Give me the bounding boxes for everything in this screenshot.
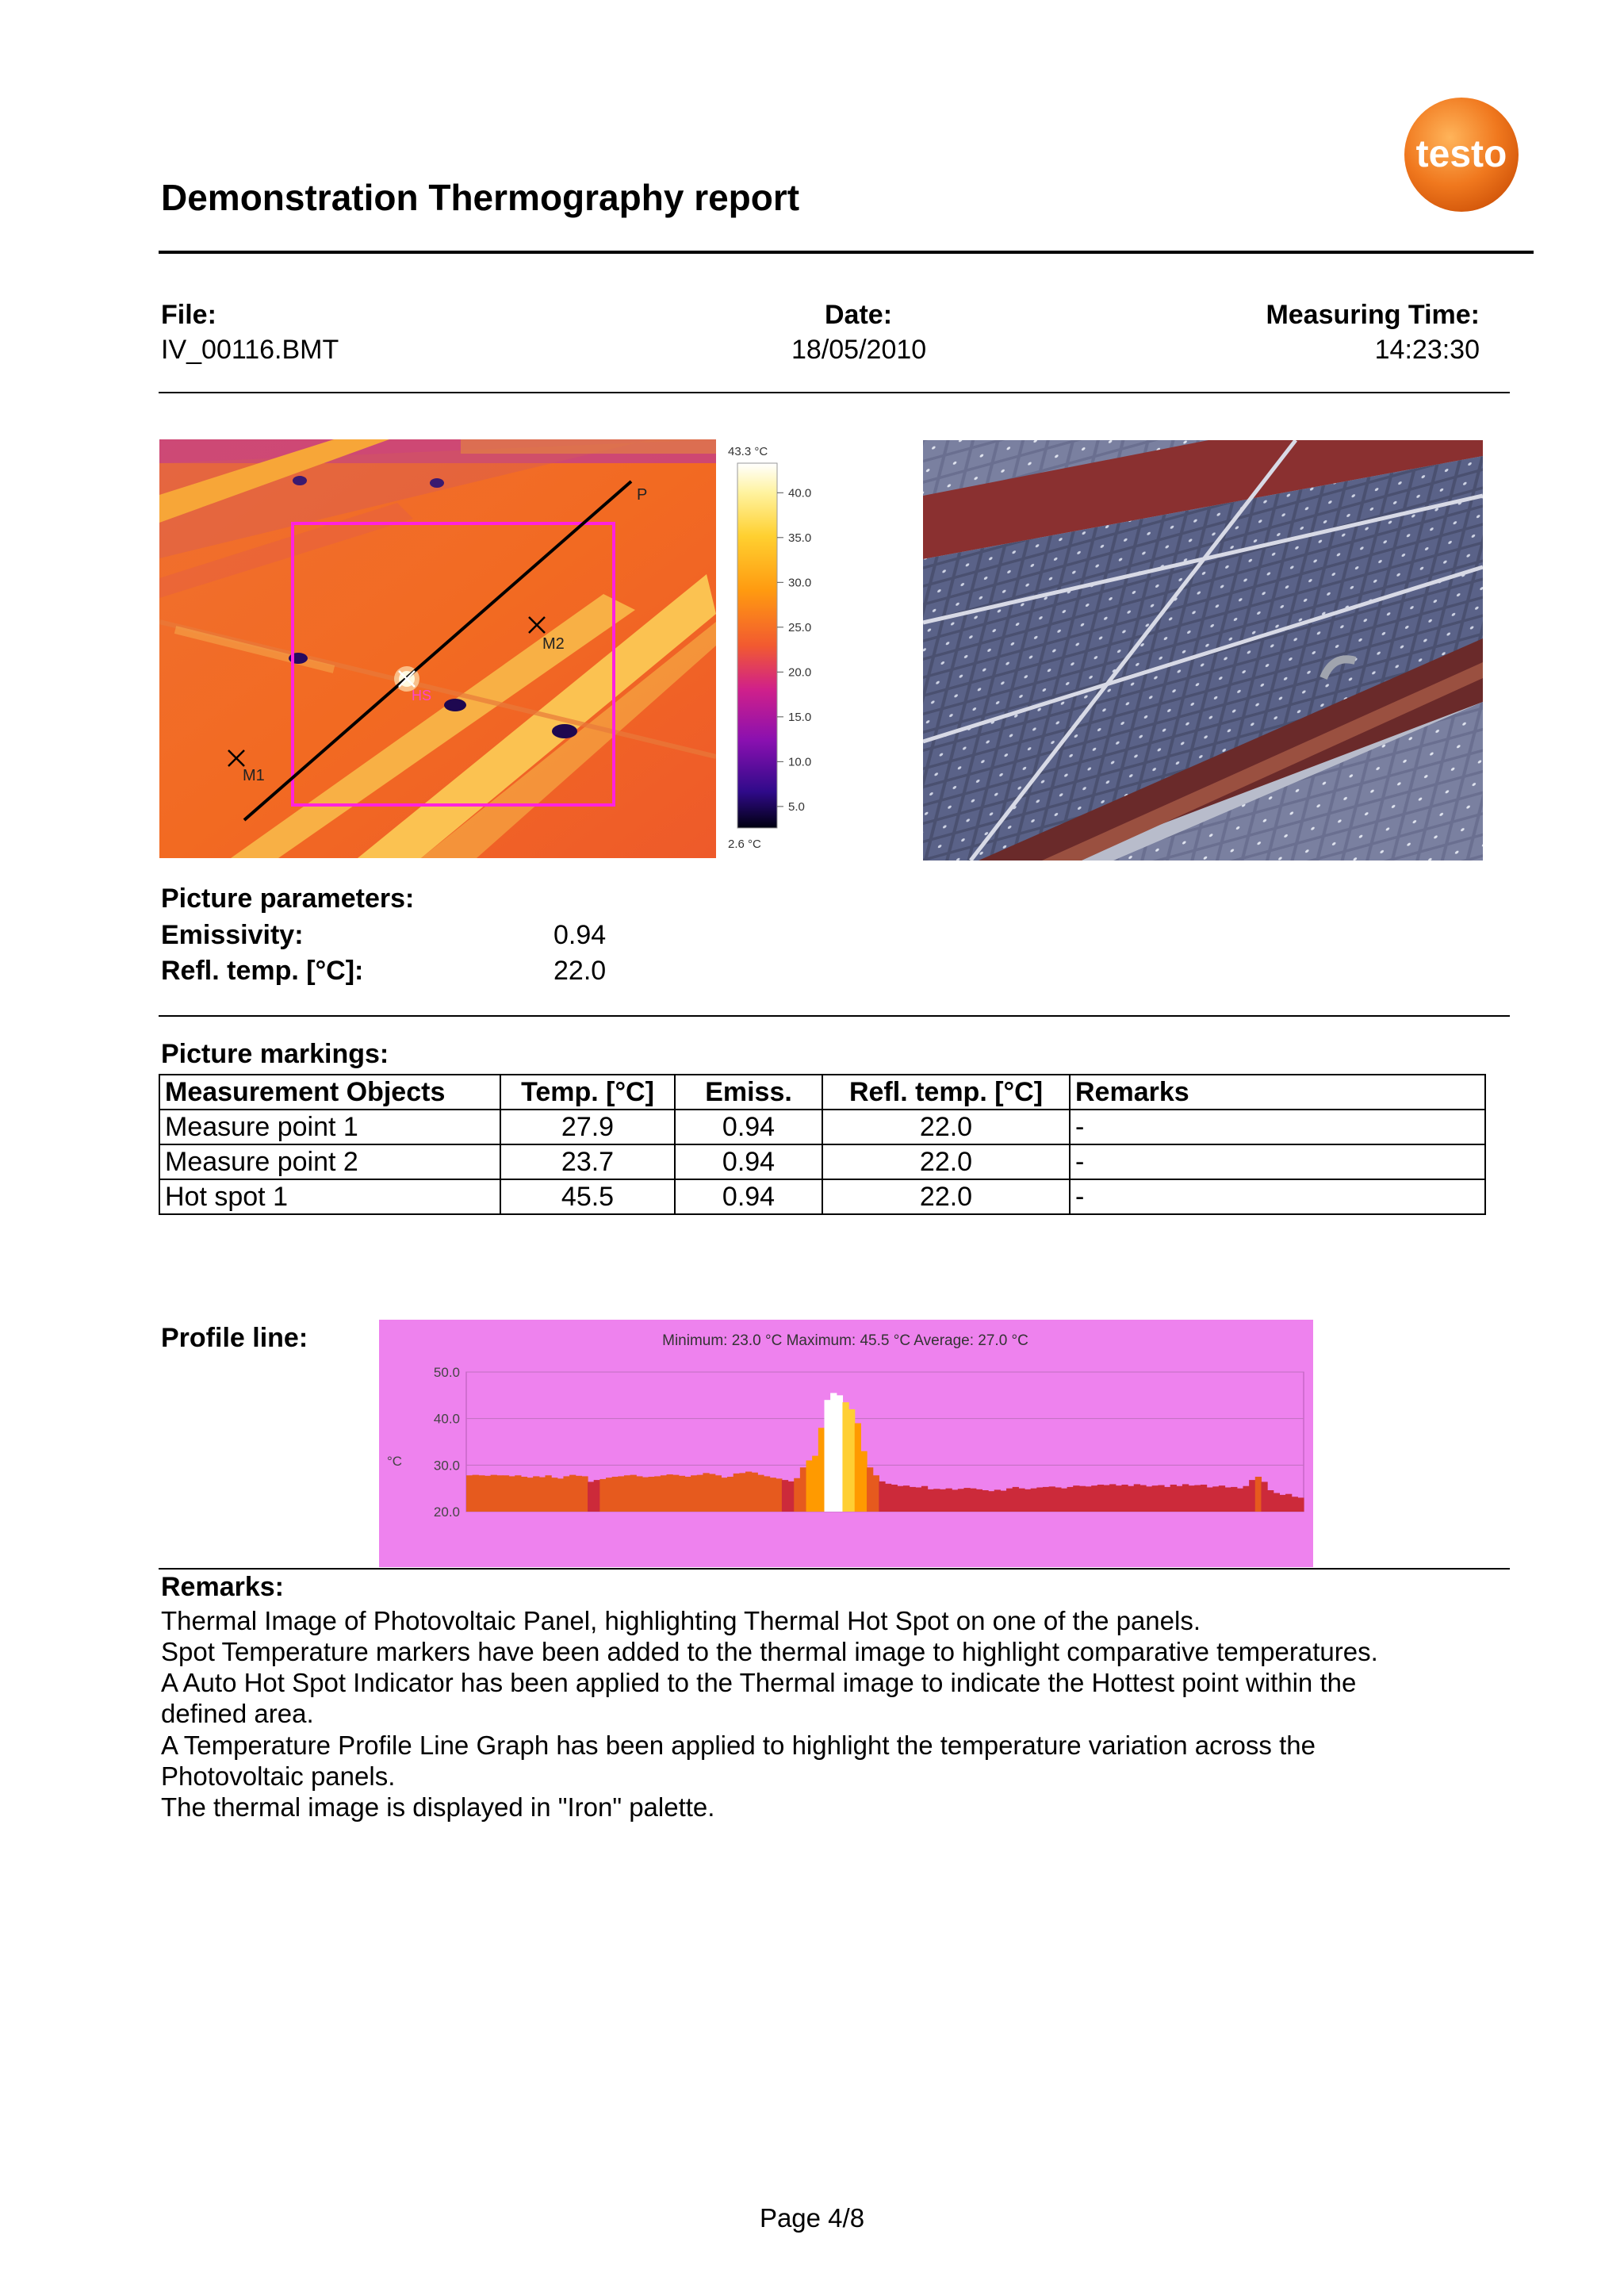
- profile-bar: [1189, 1485, 1195, 1512]
- date-label: Date:: [825, 300, 893, 330]
- profile-bar: [1285, 1494, 1292, 1512]
- profile-bar: [739, 1473, 745, 1512]
- testo-logo: [1386, 79, 1537, 230]
- profile-bar: [952, 1489, 958, 1512]
- profile-bar: [1103, 1485, 1109, 1512]
- cell-refl-temp: 22.0: [822, 1110, 1070, 1144]
- remarks-line: Thermal Image of Photovoltaic Panel, highlighting Thermal Hot Spot on one of the panels.: [161, 1606, 1201, 1635]
- profile-bar: [1249, 1480, 1255, 1512]
- profile-bar: [1207, 1487, 1213, 1512]
- picture-markings-heading: Picture markings:: [161, 1039, 389, 1069]
- scale-tick-label: 35.0: [788, 531, 812, 545]
- profile-bar: [1079, 1486, 1086, 1512]
- profile-bar: [563, 1476, 569, 1512]
- profile-bar: [466, 1475, 473, 1512]
- profile-bar: [1243, 1486, 1249, 1512]
- profile-bar: [860, 1451, 867, 1512]
- params-divider: [159, 1015, 1510, 1017]
- col-temp: Temp. [°C]: [500, 1075, 675, 1110]
- profile-bar: [842, 1402, 848, 1512]
- profile-bar: [910, 1487, 916, 1512]
- profile-bar: [581, 1476, 588, 1512]
- profile-bar: [1073, 1485, 1079, 1512]
- profile-bar: [757, 1475, 764, 1512]
- markings-table: [159, 1074, 1486, 1215]
- profile-bar: [1255, 1477, 1262, 1512]
- remarks-line: Photovoltaic panels.: [161, 1761, 396, 1791]
- profile-bar: [599, 1479, 606, 1512]
- profile-bar: [533, 1476, 539, 1512]
- col-remarks: Remarks: [1070, 1075, 1485, 1110]
- profile-bar: [1219, 1485, 1225, 1512]
- profile-bar: [1128, 1486, 1134, 1512]
- profile-bar: [691, 1475, 697, 1512]
- profile-line-heading: Profile line:: [161, 1323, 308, 1353]
- col-emiss: Emiss.: [675, 1075, 822, 1110]
- profile-bar: [1231, 1487, 1237, 1512]
- remarks-heading: Remarks:: [161, 1572, 284, 1602]
- profile-bar: [1091, 1485, 1097, 1512]
- profile-bar: [1146, 1486, 1152, 1512]
- header-divider: [159, 392, 1510, 393]
- profile-bar: [897, 1486, 903, 1512]
- emissivity-value: 0.94: [553, 920, 607, 950]
- measuring-time-label: Measuring Time:: [1266, 300, 1480, 330]
- profile-bar: [776, 1478, 782, 1512]
- col-refl-temp: Refl. temp. [°C]: [822, 1075, 1070, 1110]
- cell-emiss: 0.94: [675, 1110, 822, 1144]
- visual-photo: [923, 440, 1483, 861]
- profile-bar: [1182, 1484, 1189, 1512]
- profile-bar: [830, 1393, 837, 1512]
- profile-bar: [921, 1486, 928, 1512]
- profile-bar: [509, 1476, 515, 1512]
- profile-bar: [752, 1473, 758, 1512]
- profile-bar: [661, 1475, 667, 1512]
- profile-line-chart: [379, 1320, 1313, 1567]
- profile-bar: [1049, 1486, 1055, 1512]
- profile-bar: [1274, 1493, 1280, 1512]
- profile-bar: [1134, 1484, 1140, 1512]
- profile-bar: [800, 1467, 806, 1512]
- profile-bar: [733, 1474, 740, 1512]
- remarks-line: Spot Temperature markers have been added to the thermal image to highlight comparative temperatures.: [161, 1637, 1378, 1666]
- profile-bar: [576, 1476, 582, 1512]
- scale-tick-label: 40.0: [788, 486, 812, 500]
- profile-bar: [1158, 1485, 1164, 1512]
- title-divider: [159, 251, 1534, 254]
- scale-tick-label: 30.0: [788, 576, 812, 590]
- profile-bar: [988, 1491, 994, 1512]
- profile-bar: [946, 1489, 952, 1512]
- page-title: Demonstration Thermography report: [161, 177, 800, 218]
- profile-stats: Minimum: 23.0 °C Maximum: 45.5 °C Average: 27.0 °C: [662, 1332, 1028, 1349]
- profile-bar: [903, 1485, 910, 1512]
- profile-bar: [1018, 1489, 1025, 1512]
- profile-y-tick-label: 50.0: [433, 1365, 460, 1380]
- cell-temp: 45.5: [500, 1179, 675, 1214]
- profile-bar: [1170, 1485, 1177, 1512]
- cell-object: Measure point 2: [159, 1144, 500, 1179]
- profile-bar: [982, 1490, 988, 1512]
- table-row: [159, 1144, 1485, 1179]
- profile-bar: [970, 1489, 976, 1512]
- profile-bar: [1013, 1487, 1019, 1512]
- profile-bar: [569, 1475, 576, 1512]
- profile-bar: [879, 1481, 885, 1512]
- cell-refl-temp: 22.0: [822, 1179, 1070, 1214]
- profile-bar: [1043, 1487, 1049, 1512]
- profile-bar: [1139, 1485, 1146, 1512]
- profile-line-label: P: [637, 486, 648, 504]
- scale-min-label: 2.6 °C: [728, 838, 761, 851]
- profile-bar: [940, 1489, 946, 1512]
- remarks-line: defined area.: [161, 1699, 314, 1728]
- profile-bar: [672, 1475, 679, 1512]
- profile-y-tick-label: 20.0: [433, 1504, 460, 1520]
- profile-bar: [496, 1475, 503, 1512]
- refl-temp-value: 22.0: [553, 956, 607, 986]
- remarks-line: The thermal image is displayed in "Iron" palette.: [161, 1792, 715, 1822]
- profile-bar: [837, 1395, 843, 1512]
- marker-m2-label: M2: [542, 635, 565, 653]
- cell-object: Hot spot 1: [159, 1179, 500, 1214]
- profile-bar: [1292, 1497, 1298, 1512]
- profile-bar: [606, 1478, 612, 1512]
- table-header-row: [159, 1075, 1485, 1110]
- profile-bar: [782, 1480, 788, 1512]
- cell-temp: 27.9: [500, 1110, 675, 1144]
- cell-emiss: 0.94: [675, 1179, 822, 1214]
- profile-bar: [1036, 1487, 1043, 1512]
- cell-remarks: -: [1070, 1179, 1485, 1214]
- emissivity-label: Emissivity:: [161, 920, 304, 950]
- profile-bar: [515, 1475, 521, 1512]
- refl-temp-label: Refl. temp. [°C]:: [161, 956, 364, 986]
- profile-bar: [1164, 1487, 1170, 1512]
- profile-bar: [1097, 1485, 1104, 1512]
- profile-bar: [1297, 1497, 1304, 1512]
- profile-bar: [794, 1478, 800, 1512]
- cell-object: Measure point 1: [159, 1110, 500, 1144]
- profile-bar: [551, 1478, 557, 1512]
- profile-bar: [649, 1477, 655, 1512]
- profile-bar: [958, 1489, 964, 1512]
- cell-remarks: -: [1070, 1110, 1485, 1144]
- profile-bar: [855, 1424, 861, 1512]
- profile-bar: [873, 1475, 879, 1512]
- profile-bar: [721, 1478, 727, 1512]
- profile-bar: [891, 1485, 898, 1512]
- profile-bar: [818, 1428, 825, 1512]
- profile-bar: [697, 1475, 703, 1512]
- profile-bar: [1055, 1487, 1061, 1512]
- profile-bar: [679, 1476, 685, 1512]
- date-value: 18/05/2010: [791, 335, 927, 365]
- profile-bar: [928, 1489, 934, 1512]
- profile-bar: [867, 1467, 873, 1512]
- marker-m1-label: M1: [243, 767, 265, 784]
- profile-bar: [915, 1487, 921, 1512]
- profile-bar: [527, 1478, 534, 1512]
- profile-bar: [630, 1475, 637, 1512]
- file-label: File:: [161, 300, 216, 330]
- temperature-color-scale: [722, 439, 848, 860]
- scale-tick-label: 5.0: [788, 799, 805, 814]
- profile-bar: [806, 1460, 813, 1512]
- profile-bar: [788, 1481, 795, 1512]
- scale-tick-label: 20.0: [788, 665, 812, 680]
- profile-bar: [557, 1478, 564, 1512]
- profile-bar: [764, 1476, 770, 1512]
- cell-temp: 23.7: [500, 1144, 675, 1179]
- scale-max-label: 43.3 °C: [728, 445, 768, 458]
- profile-bar: [1279, 1495, 1285, 1512]
- profile-bar: [503, 1475, 509, 1512]
- profile-bar: [885, 1484, 891, 1512]
- scale-tick-label: 15.0: [788, 710, 812, 724]
- cell-refl-temp: 22.0: [822, 1144, 1070, 1179]
- profile-bar: [1152, 1485, 1159, 1512]
- profile-bar: [727, 1477, 733, 1512]
- profile-bar: [684, 1477, 691, 1512]
- picture-parameters-heading: Picture parameters:: [161, 884, 415, 914]
- profile-bar: [1237, 1489, 1243, 1512]
- profile-y-tick-label: 30.0: [433, 1458, 460, 1474]
- file-value: IV_00116.BMT: [161, 335, 339, 365]
- profile-unit: °C: [387, 1454, 403, 1469]
- profile-bar: [1212, 1486, 1219, 1512]
- profile-y-tick-label: 40.0: [433, 1411, 460, 1427]
- profile-bar: [824, 1400, 830, 1512]
- cell-emiss: 0.94: [675, 1144, 822, 1179]
- profile-bar: [473, 1475, 479, 1512]
- profile-bar: [1201, 1485, 1207, 1512]
- profile-bar: [521, 1477, 527, 1512]
- profile-bar: [1225, 1487, 1231, 1512]
- profile-bar: [1194, 1485, 1201, 1512]
- profile-bar: [994, 1489, 1001, 1512]
- thermal-image: [159, 439, 716, 858]
- measuring-time-value: 14:23:30: [1374, 335, 1480, 365]
- profile-bar: [1006, 1489, 1013, 1512]
- profile-bar: [612, 1477, 619, 1512]
- profile-bar: [933, 1489, 940, 1512]
- profile-bar: [745, 1472, 752, 1512]
- profile-bar: [1000, 1491, 1006, 1512]
- profile-bar: [709, 1474, 715, 1512]
- profile-bar: [588, 1481, 594, 1512]
- profile-bar: [1261, 1481, 1267, 1512]
- profile-bar: [1086, 1486, 1092, 1512]
- col-measurement-objects: Measurement Objects: [159, 1075, 500, 1110]
- profile-bar: [703, 1473, 709, 1512]
- profile-bar: [478, 1475, 485, 1512]
- profile-bar: [976, 1489, 982, 1512]
- profile-bar: [848, 1409, 855, 1512]
- profile-bar: [594, 1480, 600, 1512]
- profile-bar: [545, 1475, 551, 1512]
- profile-bar: [812, 1456, 818, 1512]
- profile-bar: [1116, 1485, 1122, 1512]
- table-row: [159, 1179, 1485, 1214]
- profile-bar: [618, 1476, 624, 1512]
- remarks-line: A Auto Hot Spot Indicator has been applied to the Thermal image to indicate the Hottest point within the: [161, 1668, 1357, 1697]
- profile-bar: [715, 1475, 722, 1512]
- profile-bar: [1109, 1484, 1116, 1512]
- profile-bar: [963, 1488, 970, 1512]
- table-row: [159, 1110, 1485, 1144]
- profile-bar: [642, 1478, 649, 1512]
- profile-bar: [636, 1476, 642, 1512]
- profile-bar: [1067, 1487, 1074, 1512]
- profile-bar: [1267, 1490, 1274, 1512]
- logo-text: testo: [1415, 133, 1507, 175]
- profile-bar: [491, 1475, 497, 1512]
- profile-bar: [624, 1475, 630, 1512]
- page-number: Page 4/8: [759, 2203, 865, 2233]
- profile-bar: [1121, 1485, 1128, 1512]
- hot-spot-label: HS: [412, 688, 432, 703]
- scale-tick-label: 25.0: [788, 620, 812, 634]
- remarks-divider: [159, 1568, 1510, 1570]
- profile-bar: [654, 1476, 661, 1512]
- profile-bar: [1025, 1489, 1031, 1512]
- remarks-line: A Temperature Profile Line Graph has been applied to highlight the temperature variation across the: [161, 1731, 1316, 1760]
- profile-bar: [770, 1478, 776, 1512]
- profile-bar: [485, 1476, 491, 1512]
- profile-bar: [1031, 1489, 1037, 1512]
- profile-bar: [539, 1478, 546, 1512]
- profile-bar: [667, 1474, 673, 1512]
- profile-bar: [1061, 1489, 1067, 1512]
- profile-bar: [1176, 1486, 1182, 1512]
- scale-tick-label: 10.0: [788, 755, 812, 769]
- cell-remarks: -: [1070, 1144, 1485, 1179]
